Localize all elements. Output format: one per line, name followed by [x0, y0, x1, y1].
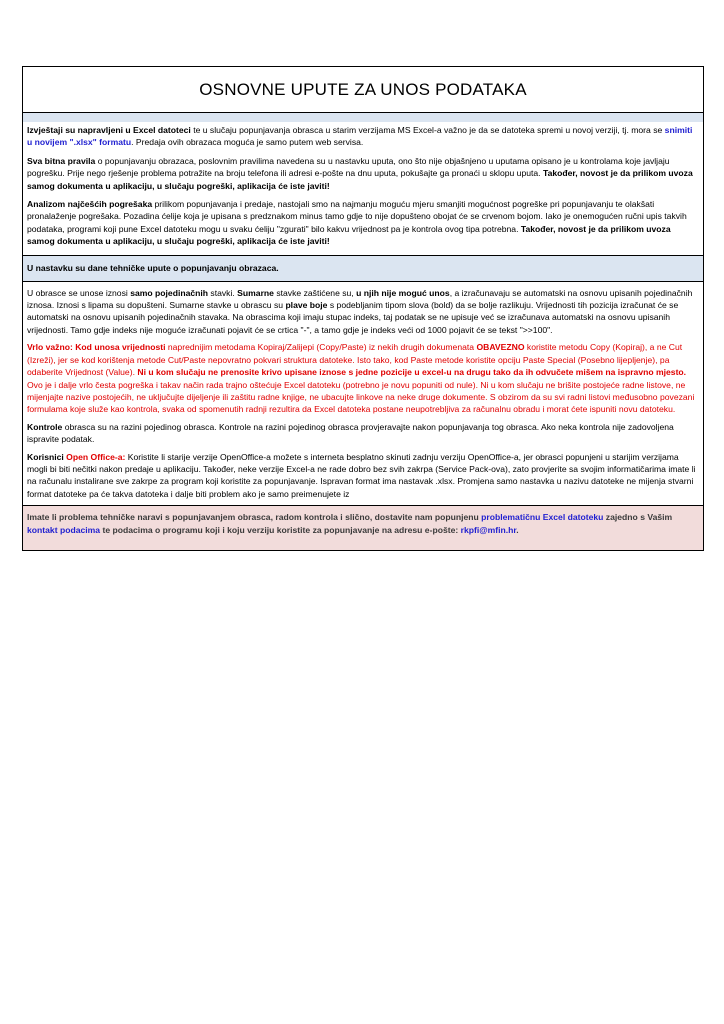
contact-text: zajedno s Vašim	[603, 512, 673, 523]
controls-lead: Kontrole	[27, 421, 63, 432]
rules-lead: Sva bitna pravila	[27, 155, 96, 166]
intro-text-end: . Predaja ovih obrazaca moguća je samo putem web servisa.	[131, 137, 364, 148]
page-title: OSNOVNE UPUTE ZA UNOS PODATAKA	[23, 67, 703, 113]
errors-text: prilikom popunjavanja i predaje, nastojali smo na najmanju moguću mjeru smanjiti mogućnost pogreške pri popunjavanju te olakšati pronalaženje pogrešaka. Pozadina ćelije koja je upisana s predznakom minus tamo gdje to nije dopušteno obojat će se crvenom bojom. Iako je onemogućen ručni upis takvih podataka, programi koji pune Excel datoteku mogu u svaku ćeliju "zgurati" bilo kakvu vrijednost pa je kontrola ovog tipa potrebna.	[27, 199, 687, 234]
warning-bold: Ni u kom slučaju ne prenosite krivo upisane iznose s jedne pozicije u excel-u na drugu tako da ih odvučete mišem na ispravno mjesto.	[137, 367, 687, 378]
tech-bold: Sumarne	[237, 287, 274, 298]
intro-text: te u slučaju popunjavanja obrasca u starim verzijama MS Excel-a važno je da se datoteka spremi u novoj verziji, tj. mora se	[190, 125, 665, 135]
rules-novelty: Također, novost je da prilikom uvoza samog dokumenta u aplikaciju, u slučaju pogreški, aplikacija će iste javiti!	[27, 168, 693, 191]
tech-text: s podebljanim tipom slova (bold) da se bolje razlikuju. Vrijednosti tih pozicija izračunat će se automatski na osnovu upisanih pojedinačnih stavaka. Na obrascima koji imaju stupac indeks, taj podatak se ne upisuje već se izračunava automatski na osnovu upisanih vrijednosti. Tamo gdje indeks nije moguće izračunati pojavit će se crtica "-", a tamo gdje je indeks veći od 1000 pojavit će se tekst ">>100".	[27, 300, 679, 335]
controls-text: obrasca su na razini pojedinog obrasca. Kontrole na razini pojedinog obrasca provjeravajte nakon popunjavanja tog obrasca. Ako neka kontrola nije zadovoljena ispravite podatak.	[27, 421, 674, 445]
intro-paragraph-errors	[27, 198, 697, 248]
tech-text: stavki.	[208, 287, 238, 298]
tech-bold: u njih nije moguć unos	[356, 287, 450, 298]
openoffice-text: Koristite li starije verzije OpenOffice-a možete s interneta besplatno skinuti zadnju verziju OpenOffice-a, jer obrasci popunjeni u starijim verzijama mogli bi biti nečitki nakon predaje u aplikaciju. Također, neke verzije Excel-a ne rade dobro bez svih zakrpa (Service Pack-ova), zato provjerite sa svojim informatičarima imate li na računalu instalirane sve zakrpe za program koji koristite za popunjavanje. Ispravan format ima nastavak .xlsx. Promjena samo nastavka u nazivu datoteke ne mijenja stvarni format datoteke pa će takva datoteka i dalje biti problem ako je samo preimenujete iz	[27, 451, 696, 499]
tech-paragraph-warning	[27, 341, 697, 415]
contact-highlight: problematičnu Excel datoteku	[481, 512, 604, 523]
intro-lead: Izvještaji su napravljeni u Excel datoteci	[27, 125, 191, 135]
contact-text: .	[516, 525, 519, 536]
contact-text: Imate li problema tehničke naravi s popunjavanjem obrasca, radom kontrola i slično, dostavite nam popunjenu	[27, 512, 482, 523]
openoffice-name: Open Office-a:	[66, 451, 126, 462]
tech-paragraph-input	[27, 287, 697, 337]
contact-email-link[interactable]: rkpfi@mfin.hr	[460, 525, 517, 536]
technical-note-band: U nastavku su dane tehničke upute o popunjavanju obrazaca.	[23, 256, 703, 282]
tech-text: , a izračunavaju se automatski na osnovu upisanih pojedinačnih iznosa. Iznosi s lipama su dopušteni. Sumarne stavke u obrascu su	[27, 287, 693, 311]
tech-text: U obrasce se unose iznosi	[27, 287, 131, 298]
rules-text: o popunjavanju obrazaca, poslovnim pravilima navedena su u nastavku uputa, ono što nije objašnjeno u uputama opisano je u kontrolama koje javljaju pogrešku. Prije nego rješenje problema potražite na broju telefona ili adresi e-pošte na dnu uputa, pokušajte ga pronaći u sklopu uputa.	[27, 155, 670, 179]
contact-text: te podacima o programu koji i koju verziju koristite za popunjavanje na adresu e-pošte:	[100, 525, 461, 536]
errors-novelty: Također, novost je da prilikom uvoza samog dokumenta u aplikaciju, u slučaju pogreški, aplikacija će iste javiti!	[27, 223, 671, 247]
intro-paragraph-excel	[27, 124, 697, 149]
openoffice-lead: Korisnici	[27, 451, 67, 462]
tech-paragraph-controls	[27, 421, 697, 446]
tech-text: stavke zaštićene su,	[273, 287, 357, 298]
warning-text: naprednijim metodama Kopiraj/Zalijepi (Copy/Paste) iz nekih drugih dokumenata	[165, 342, 477, 353]
technical-section	[23, 282, 703, 501]
instructions-sheet	[22, 66, 704, 551]
warning-bold: OBAVEZNO	[476, 342, 525, 353]
warning-text: Ovo je i dalje vrlo česta pogreška i takav način rada trajno oštećuje Excel datoteku (potrebno je novu popuniti od nule). Ni u kom slučaju ne brišite postojeće radne listove, ne mijenjajte nazive postojećih, ne uključujte dijeljenje ili zaštitu radne knjige, ne ubacujte linkove na neke druge dokumente. S obzirom da su svi radni listovi međusobno povezani formulama koje služe kao kontrola, svaka od spomenutih radnji rezultira da Excel datoteka postane neupotrebljiva za računalnu obradu i morat ćete ispuniti novu datoteku.	[27, 379, 695, 415]
contact-highlight: kontakt podacima	[27, 525, 101, 536]
warning-text: koristite metodu Copy (Kopiraj), a ne Cut (Izreži), jer se kod korištenja metode Cut/Paste nepovratno pokvari struktura datoteke. Isto tako, kod Paste metode koristite opciju Paste Special (Posebno lijepljenje), pa odaberite Vrijednost (Value).	[27, 342, 683, 378]
header-band	[23, 113, 703, 122]
errors-lead: Analizom najčešćih pogrešaka	[27, 199, 153, 210]
xlsx-format-highlight: snimiti u novijem ".xlsx" formatu	[27, 125, 693, 148]
tech-paragraph-openoffice	[27, 451, 697, 501]
tech-bold: samo pojedinačnih	[130, 287, 209, 298]
intro-paragraph-rules	[27, 155, 697, 192]
intro-section	[23, 122, 703, 256]
warning-lead: Vrlo važno: Kod unosa vrijednosti	[27, 342, 166, 353]
contact-band	[23, 505, 703, 550]
tech-bold: plave boje	[285, 300, 328, 311]
